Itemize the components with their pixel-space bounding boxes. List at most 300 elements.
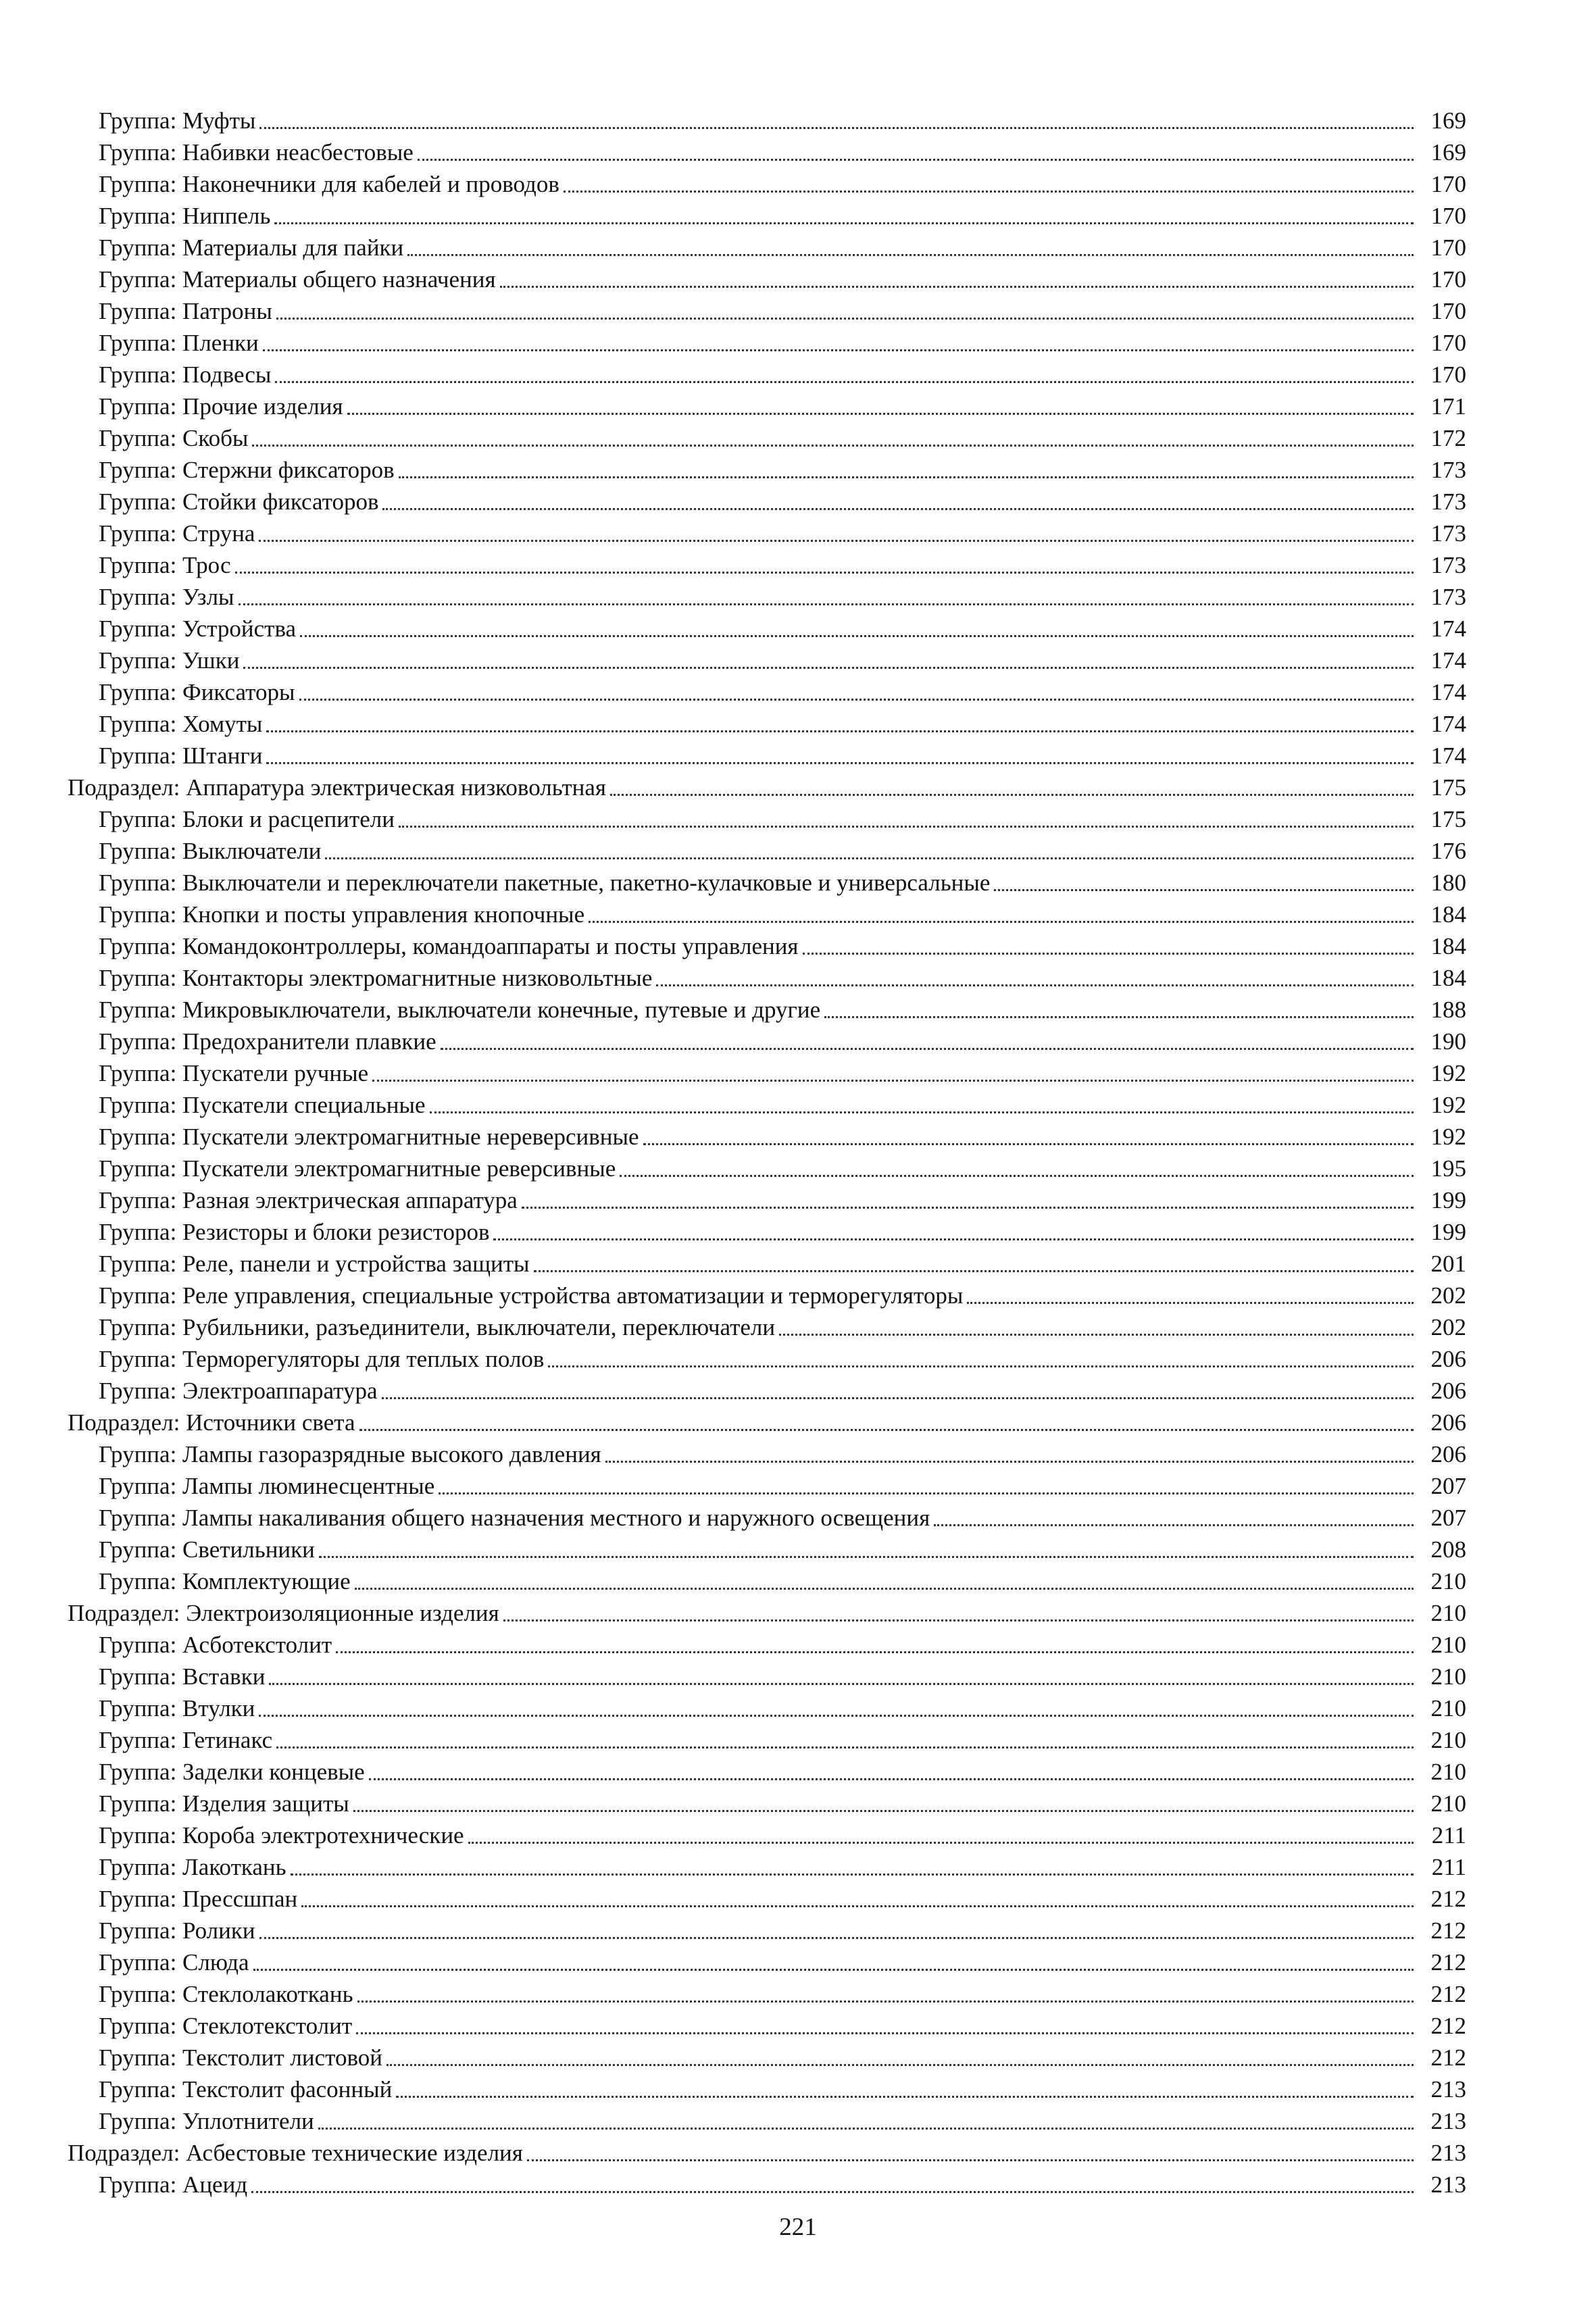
entry-title: Стержни фиксаторов [182, 457, 395, 483]
entry-title: Короба электротехнические [182, 1822, 464, 1848]
entry-label [68, 549, 231, 581]
dot-leader [439, 1492, 1414, 1494]
entry-kind: Группа: [99, 1187, 177, 1213]
entry-label [68, 867, 990, 899]
entry-kind: Группа: [99, 1949, 177, 1976]
entry-kind: Группа: [99, 1346, 177, 1372]
dot-leader [353, 1810, 1414, 1812]
entry-label [68, 136, 414, 168]
toc-group-entry [68, 1280, 1466, 1311]
entry-title: Ролики [182, 1917, 255, 1944]
entry-kind: Группа: [99, 1028, 177, 1055]
entry-title: Пускатели ручные [182, 1060, 369, 1086]
entry-page-number: 169 [1430, 139, 1466, 166]
entry-kind: Группа: [99, 234, 177, 261]
toc-group-entry [68, 105, 1466, 136]
toc-group-entry [68, 1121, 1466, 1153]
entry-page-number: 212 [1430, 2044, 1466, 2071]
dot-leader [243, 667, 1414, 669]
entry-page-number: 206 [1430, 1409, 1466, 1436]
entry-page-number: 174 [1430, 743, 1466, 769]
toc-group-entry [68, 1692, 1466, 1724]
dot-leader [382, 508, 1414, 510]
entry-kind: Группа: [99, 2108, 177, 2134]
toc-group-entry [68, 1534, 1466, 1565]
entry-kind: Группа: [99, 552, 177, 578]
entry-title: Фиксаторы [182, 679, 295, 705]
entry-page-number: 212 [1430, 2013, 1466, 2039]
entry-title: Ниппель [182, 203, 271, 229]
entry-page-number: 212 [1430, 1917, 1466, 1944]
entry-page-number: 207 [1430, 1505, 1466, 1531]
entry-label [68, 518, 255, 549]
toc-group-entry [68, 676, 1466, 708]
entry-page-number: 192 [1430, 1124, 1466, 1150]
entry-kind: Группа: [99, 615, 177, 642]
toc-group-entry [68, 1819, 1466, 1851]
entry-kind: Группа: [99, 711, 177, 737]
toc-group-entry [68, 518, 1466, 549]
entry-page-number: 206 [1430, 1378, 1466, 1404]
entry-label [68, 708, 262, 740]
entry-kind: Группа: [99, 1695, 177, 1721]
entry-kind: Группа: [99, 1663, 177, 1690]
entry-page-number: 184 [1430, 933, 1466, 959]
entry-title: Подвесы [182, 361, 272, 388]
dot-leader [407, 254, 1414, 256]
toc-group-entry [68, 2042, 1466, 2073]
entry-kind: Группа: [99, 1473, 177, 1499]
dot-leader [527, 2159, 1414, 2161]
entry-label [68, 1565, 351, 1597]
entry-title: Светильники [182, 1536, 315, 1563]
entry-title: Аппаратура электрическая низковольтная [186, 774, 606, 801]
entry-page-number: 210 [1430, 1632, 1466, 1658]
dot-leader [493, 1238, 1414, 1240]
entry-label [68, 295, 272, 327]
entry-title: Ацеид [182, 2171, 248, 2198]
toc-group-entry [68, 1946, 1466, 1978]
entry-kind: Группа: [99, 2171, 177, 2198]
entry-title: Блоки и расцепители [182, 806, 395, 832]
entry-page-number: 170 [1430, 203, 1466, 229]
entry-label [68, 105, 255, 136]
dot-leader [548, 1365, 1414, 1367]
toc-subsection-entry [68, 772, 1466, 803]
dot-leader [318, 2128, 1414, 2130]
entry-label [68, 327, 259, 359]
toc-group-entry [68, 2010, 1466, 2042]
toc-group-entry [68, 1851, 1466, 1883]
entry-title: Разная электрическая аппаратура [182, 1187, 518, 1213]
entry-label [68, 613, 296, 645]
dot-leader [522, 1207, 1414, 1209]
entry-label [68, 168, 559, 200]
entry-label [68, 1978, 353, 2010]
entry-page-number: 210 [1430, 1727, 1466, 1753]
dot-leader [656, 984, 1414, 986]
entry-title: Реле управления, специальные устройства автоматизации и терморегуляторы [182, 1282, 964, 1309]
entry-title: Резисторы и блоки резисторов [182, 1219, 490, 1245]
entry-page-number: 201 [1430, 1251, 1466, 1277]
entry-kind: Группа: [99, 1378, 177, 1404]
entry-page-number: 202 [1430, 1314, 1466, 1340]
entry-title: Устройства [182, 615, 297, 642]
toc-subsection-entry [68, 1597, 1466, 1629]
entry-title: Выключатели и переключатели пакетные, пакетно-кулачковые и универсальные [182, 870, 991, 896]
entry-kind: Группа: [99, 743, 177, 769]
entry-label [68, 391, 343, 422]
entry-label [68, 1819, 464, 1851]
entry-kind: Группа: [99, 1822, 177, 1848]
dot-leader [235, 572, 1414, 574]
dot-leader [263, 349, 1414, 351]
entry-title: Прочие изделия [182, 393, 343, 420]
entry-label [68, 1121, 639, 1153]
entry-title: Слюда [182, 1949, 249, 1976]
entry-title: Ушки [182, 647, 240, 674]
toc-group-entry [68, 454, 1466, 486]
entry-kind: Группа: [99, 1854, 177, 1880]
dot-leader [396, 2096, 1414, 2098]
entry-label [68, 2169, 247, 2200]
toc-group-entry [68, 422, 1466, 454]
entry-title: Текстолит листовой [182, 2044, 382, 2071]
entry-label [68, 835, 321, 867]
entry-page-number: 212 [1430, 1949, 1466, 1976]
entry-page-number: 207 [1430, 1473, 1466, 1499]
entry-title: Лампы газоразрядные высокого давления [182, 1441, 601, 1467]
entry-kind: Группа: [99, 266, 177, 293]
dot-leader [275, 381, 1414, 383]
dot-leader [967, 1302, 1414, 1304]
entry-page-number: 195 [1430, 1155, 1466, 1182]
entry-page-number: 174 [1430, 647, 1466, 674]
toc-group-entry [68, 1057, 1466, 1089]
entry-page-number: 173 [1430, 457, 1466, 483]
toc-group-entry [68, 740, 1466, 772]
dot-leader [300, 635, 1414, 637]
entry-label [68, 962, 652, 994]
entry-title: Реле, панели и устройства защиты [182, 1251, 530, 1277]
entry-label [68, 803, 395, 835]
dot-leader [564, 191, 1414, 193]
entry-label [68, 1915, 255, 1946]
dot-leader [357, 2001, 1414, 2003]
entry-label [68, 1343, 544, 1375]
entry-page-number: 173 [1430, 488, 1466, 515]
entry-kind: Группа: [99, 1314, 177, 1340]
entry-title: Муфты [182, 107, 256, 134]
entry-page-number: 188 [1430, 997, 1466, 1023]
toc-subsection-entry [68, 1407, 1466, 1438]
dot-leader [372, 1080, 1414, 1082]
entry-kind: Группа: [99, 997, 177, 1023]
dot-leader [620, 1175, 1414, 1177]
entry-label [68, 1280, 963, 1311]
toc-group-entry [68, 1724, 1466, 1756]
entry-title: Пленки [182, 330, 259, 356]
entry-kind: Группа: [99, 1536, 177, 1563]
entry-label [68, 1756, 365, 1788]
toc-group-entry [68, 899, 1466, 930]
entry-label [68, 2042, 382, 2073]
entry-label [68, 1184, 518, 1216]
entry-kind: Группа: [99, 2076, 177, 2103]
dot-leader [399, 826, 1414, 828]
entry-page-number: 190 [1430, 1028, 1466, 1055]
entry-title: Изделия защиты [182, 1790, 349, 1817]
entry-page-number: 192 [1430, 1060, 1466, 1086]
entry-kind: Группа: [99, 139, 177, 166]
toc-group-entry [68, 867, 1466, 899]
dot-leader [356, 2032, 1414, 2034]
entry-kind: Группа: [99, 1155, 177, 1182]
entry-page-number: 170 [1430, 234, 1466, 261]
dot-leader [301, 1905, 1414, 1907]
dot-leader [355, 1588, 1414, 1590]
entry-kind: Подраздел: [68, 774, 180, 801]
entry-page-number: 169 [1430, 107, 1466, 134]
entry-label [68, 359, 271, 391]
entry-kind: Группа: [99, 1981, 177, 2007]
toc-group-entry [68, 295, 1466, 327]
entry-title: Асбестовые технические изделия [186, 2140, 523, 2166]
entry-kind: Группа: [99, 1917, 177, 1944]
entry-title: Набивки неасбестовые [182, 139, 414, 166]
entry-page-number: 206 [1430, 1441, 1466, 1467]
dot-leader [259, 1715, 1414, 1717]
entry-kind: Группа: [99, 107, 177, 134]
entry-kind: Группа: [99, 330, 177, 356]
entry-title: Пускатели электромагнитные реверсивные [182, 1155, 616, 1182]
toc-group-entry [68, 1311, 1466, 1343]
toc-group-entry [68, 2105, 1466, 2137]
dot-leader [503, 1619, 1414, 1621]
entry-page-number: 174 [1430, 711, 1466, 737]
dot-leader [276, 318, 1414, 320]
entry-title: Пускатели специальные [182, 1092, 426, 1118]
toc-group-entry [68, 1153, 1466, 1184]
entry-page-number: 176 [1430, 838, 1466, 864]
entry-title: Прессшпан [182, 1886, 298, 1912]
entry-kind: Группа: [99, 457, 177, 483]
entry-kind: Подраздел: [68, 1409, 180, 1436]
entry-page-number: 211 [1431, 1854, 1466, 1880]
entry-page-number: 199 [1430, 1187, 1466, 1213]
entry-page-number: 212 [1430, 1981, 1466, 2007]
entry-kind: Группа: [99, 1505, 177, 1531]
entry-label [68, 740, 262, 772]
entry-label [68, 772, 606, 803]
toc-group-entry [68, 1089, 1466, 1121]
dot-leader [269, 1683, 1414, 1685]
dot-leader [259, 540, 1414, 542]
dot-leader [266, 730, 1414, 732]
entry-label [68, 1470, 434, 1502]
entry-kind: Группа: [99, 2013, 177, 2039]
toc-group-entry [68, 1438, 1466, 1470]
entry-page-number: 175 [1430, 806, 1466, 832]
entry-title: Микровыключатели, выключатели конечные, путевые и другие [182, 997, 821, 1023]
entry-kind: Группа: [99, 1251, 177, 1277]
entry-title: Лакоткань [182, 1854, 286, 1880]
entry-title: Уплотнители [182, 2108, 314, 2134]
entry-title: Кнопки и посты управления кнопочные [182, 901, 585, 928]
dot-leader [934, 1524, 1414, 1526]
dot-leader [994, 889, 1414, 891]
dot-leader [359, 1429, 1414, 1431]
dot-leader [276, 1746, 1414, 1749]
entry-page-number: 184 [1430, 901, 1466, 928]
entry-label [68, 1597, 499, 1629]
entry-title: Материалы общего назначения [182, 266, 496, 293]
entry-page-number: 212 [1430, 1886, 1466, 1912]
dot-leader [610, 794, 1414, 796]
entry-label [68, 2137, 523, 2169]
entry-title: Выключатели [182, 838, 322, 864]
entry-kind: Группа: [99, 361, 177, 388]
entry-kind: Группа: [99, 425, 177, 451]
entry-title: Материалы для пайки [182, 234, 404, 261]
dot-leader [605, 1461, 1414, 1463]
entry-page-number: 175 [1430, 774, 1466, 801]
entry-label [68, 454, 395, 486]
entry-kind: Группа: [99, 965, 177, 991]
entry-kind: Группа: [99, 1441, 177, 1467]
toc-group-entry [68, 962, 1466, 994]
entry-title: Лампы накаливания общего назначения местного и наружного освещения [182, 1505, 930, 1531]
dot-leader [803, 953, 1414, 955]
entry-kind: Группа: [99, 298, 177, 324]
entry-label [68, 1438, 601, 1470]
entry-label [68, 676, 295, 708]
entry-page-number: 210 [1430, 1790, 1466, 1817]
toc-group-entry [68, 1470, 1466, 1502]
entry-page-number: 174 [1430, 615, 1466, 642]
entry-label [68, 1375, 378, 1407]
toc-group-entry [68, 1915, 1466, 1946]
toc-group-entry [68, 1375, 1466, 1407]
entry-kind: Группа: [99, 1060, 177, 1086]
entry-title: Скобы [182, 425, 249, 451]
entry-page-number: 173 [1430, 552, 1466, 578]
toc-group-entry [68, 549, 1466, 581]
entry-label [68, 2105, 314, 2137]
entry-page-number: 199 [1430, 1219, 1466, 1245]
toc-group-entry [68, 613, 1466, 645]
toc-group-entry [68, 581, 1466, 613]
entry-label [68, 1692, 255, 1724]
dot-leader [382, 1397, 1414, 1399]
entry-kind: Группа: [99, 647, 177, 674]
entry-page-number: 192 [1430, 1092, 1466, 1118]
entry-page-number: 173 [1430, 584, 1466, 610]
dot-leader [430, 1111, 1414, 1113]
dot-leader [291, 1873, 1414, 1876]
page-number: 221 [779, 2213, 817, 2241]
entry-label [68, 930, 799, 962]
entry-label [68, 1534, 315, 1565]
toc-group-entry [68, 200, 1466, 232]
toc-group-entry [68, 1661, 1466, 1692]
dot-leader [399, 476, 1414, 478]
entry-page-number: 170 [1430, 266, 1466, 293]
entry-page-number: 210 [1430, 1568, 1466, 1594]
dot-leader [274, 222, 1414, 224]
entry-title: Комплектующие [182, 1568, 351, 1594]
entry-label [68, 1311, 775, 1343]
entry-kind: Группа: [99, 584, 177, 610]
entry-title: Предохранители плавкие [182, 1028, 437, 1055]
entry-kind: Группа: [99, 1092, 177, 1118]
toc-group-entry [68, 1502, 1466, 1534]
dot-leader [369, 1778, 1414, 1780]
dot-leader [347, 413, 1414, 415]
toc-group-entry [68, 1565, 1466, 1597]
dot-leader [259, 127, 1414, 129]
dot-leader [468, 1842, 1414, 1844]
entry-title: Командоконтроллеры, командоаппараты и посты управления [182, 933, 799, 959]
entry-kind: Группа: [99, 806, 177, 832]
toc-group-entry [68, 645, 1466, 676]
toc-group-entry [68, 168, 1466, 200]
entry-label [68, 1026, 437, 1057]
entry-label [68, 263, 496, 295]
entry-title: Пускатели электромагнитные нереверсивные [182, 1124, 639, 1150]
entry-page-number: 171 [1430, 393, 1466, 420]
toc-group-entry [68, 136, 1466, 168]
toc-group-entry [68, 1343, 1466, 1375]
entry-kind: Группа: [99, 933, 177, 959]
entry-label [68, 1788, 349, 1819]
entry-label [68, 1153, 616, 1184]
entry-page-number: 210 [1430, 1663, 1466, 1690]
entry-page-number: 213 [1430, 2171, 1466, 2198]
dot-leader [259, 1937, 1414, 1939]
entry-label [68, 1629, 332, 1661]
entry-label [68, 994, 820, 1026]
entry-page-number: 170 [1430, 330, 1466, 356]
entry-label [68, 1661, 265, 1692]
toc-group-entry [68, 1883, 1466, 1915]
entry-title: Рубильники, разъединители, выключатели, переключатели [182, 1314, 776, 1340]
entry-kind: Группа: [99, 203, 177, 229]
entry-kind: Группа: [99, 488, 177, 515]
toc-group-entry [68, 1978, 1466, 2010]
entry-title: Гетинакс [182, 1727, 273, 1753]
entry-title: Втулки [182, 1695, 255, 1721]
entry-title: Наконечники для кабелей и проводов [182, 171, 559, 197]
entry-title: Узлы [182, 584, 234, 610]
entry-kind: Группа: [99, 1219, 177, 1245]
entry-page-number: 170 [1430, 171, 1466, 197]
entry-title: Электроаппаратура [182, 1378, 378, 1404]
dot-leader [266, 762, 1414, 764]
entry-page-number: 213 [1430, 2108, 1466, 2134]
entry-page-number: 206 [1430, 1346, 1466, 1372]
entry-page-number: 210 [1430, 1695, 1466, 1721]
entry-label [68, 645, 239, 676]
entry-kind: Подраздел: [68, 1600, 180, 1626]
entry-title: Асботекстолит [182, 1632, 332, 1658]
toc-group-entry [68, 835, 1466, 867]
entry-title: Трос [182, 552, 231, 578]
entry-title: Хомуты [182, 711, 263, 737]
entry-label [68, 1057, 368, 1089]
toc-group-entry [68, 2073, 1466, 2105]
entry-kind: Группа: [99, 171, 177, 197]
